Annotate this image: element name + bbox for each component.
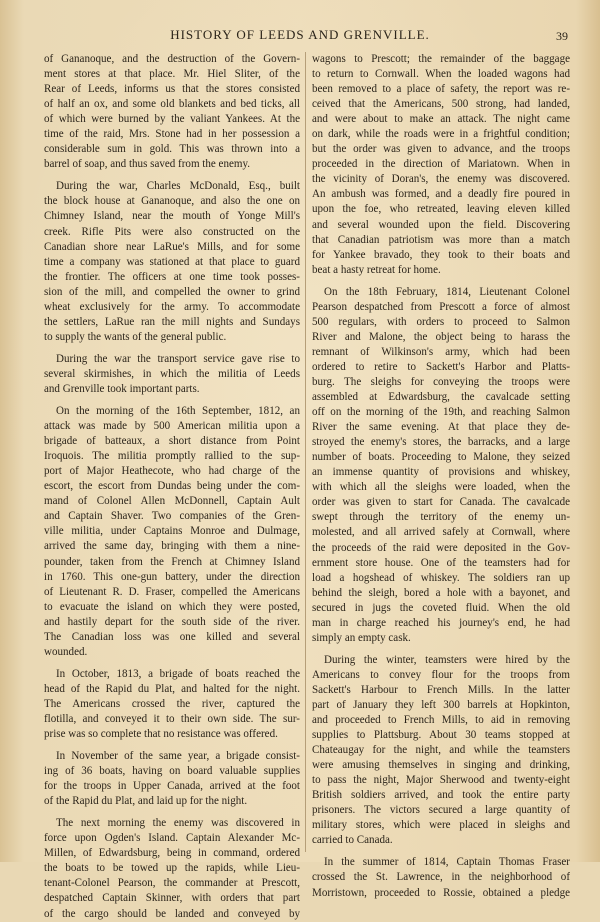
text-line: but the order was given to advance, and the troops bbox=[312, 143, 570, 156]
text-line: on dark, while the roads were in a frightful condition; bbox=[312, 128, 570, 141]
text-line: simply an empty cask. bbox=[312, 631, 411, 644]
text-line: several skirmishes, in which the militia of Leeds bbox=[44, 367, 300, 380]
text-line: been removed to a place of safety, the report was re- bbox=[312, 83, 570, 96]
paragraph-gap bbox=[44, 742, 300, 749]
text-line: In October, 1813, a brigade of boats reached the bbox=[56, 667, 300, 680]
text-line: Morristown, proceeded to Rossie, obtained a pledge bbox=[312, 886, 570, 899]
text-line: upon the foe, who retreated, leaving eleven killed bbox=[312, 203, 570, 216]
text-line: of the Rapid du Plat, and laid up for the night. bbox=[44, 795, 248, 808]
text-line: of Lieutenant R. D. Fraser, compelled the Americans bbox=[44, 585, 300, 598]
text-line: remnant of Wilkinson's army, which had been bbox=[312, 345, 570, 358]
text-line: barrel of soap, and thus saved from the enemy. bbox=[44, 158, 251, 171]
text-line: Pearson despatched from Prescott a force of almost bbox=[312, 300, 570, 313]
text-line: stroyed the enemy's stores, the barracks, and a large bbox=[312, 436, 570, 449]
paragraph-gap bbox=[312, 646, 570, 653]
text-line: ordered to retire to Sackett's Harbor and Platts- bbox=[312, 360, 570, 373]
text-line: Americans to convey flour for the troops from bbox=[312, 668, 570, 681]
text-line: Rear of Leeds, informs us that the stores consisted bbox=[44, 83, 300, 96]
text-line: proceeded in the direction of Mariatown. When in bbox=[312, 158, 570, 171]
text-line: crossed the St. Lawrence, in the neighborhood of bbox=[312, 871, 570, 884]
text-line: The Canadian loss was one killed and several bbox=[44, 630, 300, 643]
text-line: assembled at Edwardsburg, the cavalcade setting bbox=[312, 391, 570, 404]
text-line: ernment store house. One of the teamsters had for bbox=[312, 556, 570, 569]
paragraph bbox=[44, 749, 300, 809]
left-column bbox=[44, 52, 300, 922]
text-line: of half an ox, and some old blankets and bed ticks, all bbox=[44, 98, 300, 111]
text-line: burg. The sleighs for conveying the troops were bbox=[312, 375, 570, 388]
text-line: military stores, which were placed in sleighs and bbox=[312, 819, 570, 832]
paragraph-gap bbox=[44, 397, 300, 404]
paragraph-gap bbox=[312, 848, 570, 855]
text-line: man in charge reached his journey's end, he had bbox=[312, 616, 570, 629]
text-line: secured in jugs the coveted fluid. When the old bbox=[312, 601, 570, 614]
text-line: time a company was stationed at that place to guard bbox=[44, 255, 300, 268]
paragraph-gap bbox=[44, 172, 300, 179]
paragraph bbox=[44, 667, 300, 742]
text-line: and hastily depart for the south side of the river. bbox=[44, 615, 300, 628]
text-line: with which all the sleighs were loaded, when the bbox=[312, 481, 570, 494]
paragraph-gap bbox=[312, 278, 570, 285]
text-line: and proceeded to French Mills, to aid in removing bbox=[312, 714, 570, 727]
text-line: 500 regulars, with orders to proceed to Salmon bbox=[312, 315, 570, 328]
text-line: ceived that the Americans, 500 strong, had landed, bbox=[312, 98, 570, 111]
text-line: port of Major Heathecote, who had charge of the bbox=[44, 465, 300, 478]
text-line: During the war, Charles McDonald, Esq., built bbox=[56, 180, 300, 193]
text-line: wagons to Prescott; the remainder of the baggage bbox=[312, 53, 570, 65]
text-line: to supply the wants of the general public. bbox=[44, 330, 227, 343]
text-line: the settlers, LaRue ran the mill nights and Sundays bbox=[44, 315, 300, 328]
text-line: for Yankee bravado, they took to their boats and bbox=[312, 248, 570, 261]
text-line: An ambush was formed, and a deadly fire poured in bbox=[312, 188, 570, 201]
text-line: part of January they left 300 barrels at Hopkinton, bbox=[312, 698, 570, 711]
text-line: head of the Rapid du Plat, and halted for the night. bbox=[44, 682, 300, 695]
paragraph bbox=[44, 816, 300, 921]
text-line: In November of the same year, a brigade consist- bbox=[56, 750, 300, 763]
text-line: number of boats. Proceeding to Malone, they seized bbox=[312, 451, 570, 464]
text-line: and were about to make an attack. The night came bbox=[312, 113, 570, 126]
text-line: attack was made by 500 American militia upon a bbox=[44, 420, 300, 433]
paragraph bbox=[312, 52, 570, 278]
text-line: off on the morning of the 19th, and reaching Salmon bbox=[312, 406, 570, 419]
text-line: In the summer of 1814, Captain Thomas Fraser bbox=[324, 856, 570, 869]
text-line: prise was so complete that no resistance was offered. bbox=[44, 728, 278, 741]
text-line: arrived the same day, bringing with them a nine- bbox=[44, 540, 300, 553]
text-line: the proceeds of the raid were deposited in the Gov- bbox=[312, 541, 570, 554]
text-line: to evacuate the island on which they were posted, bbox=[44, 600, 300, 613]
text-line: Chateaugay for the night, and while the teamsters bbox=[312, 744, 570, 757]
text-line: behind the sleigh, bored a hole with a bayonet, and bbox=[312, 586, 570, 599]
text-line: order was given to start for Canada. The cavalcade bbox=[312, 496, 570, 509]
text-line: prisoners. The victors secured a large quantity of bbox=[312, 804, 570, 817]
text-line: carried to Canada. bbox=[312, 834, 393, 847]
paragraph bbox=[312, 285, 570, 646]
paragraph-gap bbox=[44, 809, 300, 816]
text-line: brigade of batteaux, a short distance from Point bbox=[44, 435, 300, 448]
text-line: Chimney Island, near the mouth of Yonge Mill's bbox=[44, 210, 300, 223]
text-line: and Grenville took important parts. bbox=[44, 382, 200, 395]
text-line: escort, the escort from Dundas being under the com- bbox=[44, 480, 300, 493]
text-line: supplies to Plattsburg. About 30 teams stopped at bbox=[312, 729, 570, 742]
text-line: to pass the night, Major Sherwood and twenty-eight bbox=[312, 774, 570, 787]
text-line: time of the raid, Mrs. Stone had in her possession a bbox=[44, 128, 300, 141]
text-line: pounder, taken from the French at Chimney Island bbox=[44, 555, 300, 568]
text-line: flotilla, and conveyed it to their own side. The sur- bbox=[44, 712, 300, 725]
text-line: the boats to be towed up the rapids, while Lieu- bbox=[44, 862, 300, 875]
text-line: During the winter, teamsters were hired by the bbox=[324, 653, 570, 666]
text-line: River the same evening. At that place they de- bbox=[312, 421, 570, 434]
text-line: the block house at Gananoque, and also the one on bbox=[44, 195, 300, 208]
text-line: of the cargo should be landed and conveyed by bbox=[44, 907, 300, 920]
text-line: of which were burned by the valiant Yankees. At the bbox=[44, 113, 300, 126]
text-line: Canadian shore near LaRue's Mills, and for some bbox=[44, 240, 300, 253]
text-line: molested, and all arrived safely at Cornwall, where bbox=[312, 526, 570, 539]
paragraph bbox=[44, 52, 300, 172]
text-line: and several wounded upon the field. Discovering bbox=[312, 218, 570, 231]
text-line: of Gananoque, and the destruction of the Govern- bbox=[44, 53, 300, 65]
paragraph bbox=[44, 404, 300, 660]
text-line: and Captain Shaver. Two companies of the Gren- bbox=[44, 510, 300, 523]
text-line: for the troops in Upper Canada, arrived at the foot bbox=[44, 780, 300, 793]
text-line: force upon Ogden's Island. Captain Alexander Mc- bbox=[44, 832, 300, 845]
text-line: beat a hasty retreat for home. bbox=[312, 263, 441, 276]
text-line: in 1760. This one-gun battery, under the direction bbox=[44, 570, 300, 583]
paragraph-gap bbox=[44, 345, 300, 352]
paragraph bbox=[44, 179, 300, 345]
text-line: tenant-Colonel Pearson, the commander at Prescott, bbox=[44, 877, 300, 890]
page-number: 39 bbox=[556, 29, 568, 43]
paragraph bbox=[44, 352, 300, 397]
text-line: On the 18th February, 1814, Lieutenant Colonel bbox=[324, 285, 570, 298]
paragraph bbox=[312, 653, 570, 849]
text-line: the frontier. The officers at one time took posses- bbox=[44, 270, 300, 283]
text-line: Sackett's Harbour to French Mills. In the latter bbox=[312, 683, 570, 696]
text-line: an immense quantity of provisions and whiskey, bbox=[312, 466, 570, 479]
text-line: load a hogshead of whiskey. The soldiers ran up bbox=[312, 571, 570, 584]
column-divider bbox=[305, 52, 306, 852]
text-line: swept through the territory of the enemy un- bbox=[312, 511, 570, 524]
text-line: Millen, of Edwardsburg, being in command, ordered bbox=[44, 847, 300, 860]
text-line: wheat exclusively for the army. To accommodate bbox=[44, 300, 300, 313]
paragraph-gap bbox=[44, 660, 300, 667]
text-line: The Americans crossed the river, captured the bbox=[44, 697, 300, 710]
text-line: The next morning the enemy was discovered in bbox=[56, 817, 300, 830]
text-line: considerable sum in gold. This was thrown into a bbox=[44, 143, 300, 156]
text-line: Iroquois. The militia promptly rallied to the sup- bbox=[44, 450, 300, 463]
text-line: the vicinity of Doran's, the enemy was discovered. bbox=[312, 173, 570, 186]
text-line: to return to Cornwall. When the loaded wagons had bbox=[312, 68, 570, 81]
text-line: On the morning of the 16th September, 1812, an bbox=[56, 405, 300, 418]
text-line: despatched Captain Skinner, with orders that part bbox=[44, 892, 300, 905]
text-line: ing of 36 boats, having on board valuable supplies bbox=[44, 765, 300, 778]
paragraph bbox=[312, 855, 570, 900]
text-line: ment stores at that place. Mr. Hiel Sliter, of the bbox=[44, 68, 300, 81]
right-column bbox=[312, 52, 570, 901]
text-line: During the war the transport service gave rise to bbox=[56, 352, 300, 365]
text-line: mand of Colonel Allen McDonnell, Captain Ault bbox=[44, 495, 300, 508]
text-line: creek. Rifle Pits were also constructed on the bbox=[44, 225, 300, 238]
text-line: River and Malone, the object being to harass the bbox=[312, 330, 570, 343]
text-line: sion of the mill, and compelled the owner to grind bbox=[44, 285, 300, 298]
text-line: that Canadian patriotism was more than a match bbox=[312, 233, 570, 246]
text-line: were amusing themselves in singing and drinking, bbox=[312, 759, 570, 772]
text-line: wounded. bbox=[44, 645, 88, 658]
text-line: ville militia, under Captains Monroe and Dulmage, bbox=[44, 525, 300, 538]
running-title: HISTORY OF LEEDS AND GRENVILLE. bbox=[170, 27, 430, 42]
text-line: British soldiers arrived, and took the entire party bbox=[312, 789, 570, 802]
